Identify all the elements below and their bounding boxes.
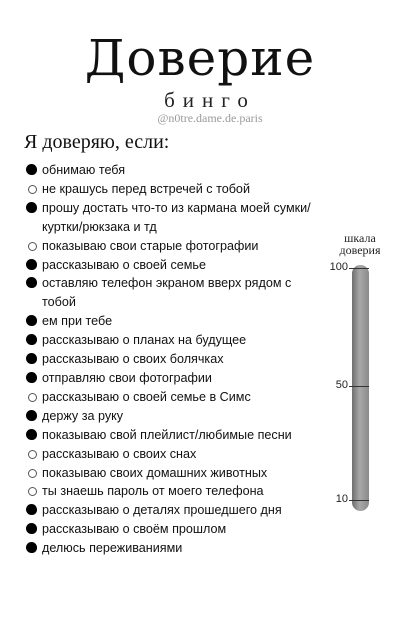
bingo-item[interactable] — [28, 520, 318, 539]
empty-circle-icon[interactable] — [28, 450, 37, 459]
bingo-item[interactable] — [28, 388, 318, 407]
bingo-item[interactable] — [28, 256, 318, 275]
bingo-item[interactable] — [28, 237, 318, 256]
bingo-item-text: показываю свой плейлист/любимые песни — [42, 427, 292, 442]
watermark: @n0tre.dame.de.paris — [157, 111, 263, 125]
bingo-item-text: обнимаю тебя — [42, 163, 126, 177]
bingo-item[interactable] — [28, 312, 318, 331]
trust-scale-bar — [352, 265, 369, 511]
bingo-item-text: рассказываю о своём прошлом — [42, 522, 227, 537]
bingo-item-text: рассказываю о своих снах — [42, 446, 197, 461]
bingo-item-text: рассказываю о своих болячках — [42, 352, 224, 367]
bingo-item-text: ты знаешь пароль от моего телефона — [42, 484, 264, 499]
empty-circle-icon[interactable] — [28, 242, 37, 251]
empty-circle-icon[interactable] — [28, 185, 37, 194]
bingo-subtitle: бинго — [164, 88, 256, 112]
bingo-item-text: оставляю телефон экраном вверх рядом с тобой — [42, 276, 292, 310]
bingo-item-text: рассказываю о своей семье в Симс — [42, 389, 251, 404]
bingo-item[interactable] — [28, 180, 318, 199]
scale-label-line1: шкала — [344, 231, 376, 245]
bingo-item[interactable] — [28, 501, 318, 520]
bingo-title: Доверие — [84, 29, 316, 87]
bingo-item-text: рассказываю о своей семье — [42, 257, 206, 272]
bingo-item[interactable] — [28, 350, 318, 369]
bingo-item[interactable] — [28, 161, 318, 180]
bingo-item-text: не крашусь перед встречей с тобой — [42, 181, 250, 196]
empty-circle-icon[interactable] — [28, 487, 37, 496]
bingo-item[interactable] — [28, 199, 318, 237]
scale-tick-10 — [349, 500, 369, 501]
bingo-item[interactable] — [28, 445, 318, 464]
scale-label-line2: доверия — [339, 243, 381, 257]
list-heading: Я доверяю, если: — [24, 131, 170, 153]
bingo-item[interactable] — [28, 407, 318, 426]
scale-tick-100 — [349, 268, 369, 269]
filled-dot-mark-icon — [26, 429, 37, 440]
filled-dot-mark-icon — [26, 353, 37, 364]
filled-dot-mark-icon — [26, 259, 37, 270]
bingo-item-text: держу за руку — [42, 408, 124, 423]
bingo-item[interactable] — [28, 464, 318, 483]
bingo-item-text: показываю свои старые фотографии — [42, 238, 259, 253]
bingo-item[interactable] — [28, 369, 318, 388]
scale-tick-label-50: 50 — [335, 379, 348, 391]
bingo-item-text: ем при тебе — [42, 314, 113, 329]
filled-dot-mark-icon — [26, 372, 37, 383]
bingo-item-text: отправляю свои фотографии — [42, 370, 212, 385]
scale-tick-50 — [349, 386, 369, 387]
bingo-item-text: показываю своих домашних животных — [42, 465, 268, 480]
filled-dot-mark-icon — [26, 202, 37, 213]
bingo-item-text: делюсь переживаниями — [42, 541, 183, 556]
bingo-item[interactable] — [28, 426, 318, 445]
scale-tick-label-10: 10 — [335, 493, 348, 505]
bingo-item[interactable] — [28, 331, 318, 350]
scale-label — [325, 232, 395, 256]
bingo-item-text: рассказываю о планах на будущее — [42, 333, 247, 348]
empty-circle-icon[interactable] — [28, 393, 37, 402]
bingo-item-text: рассказываю о деталях прошедшего дня — [42, 503, 282, 518]
bingo-item[interactable] — [28, 482, 318, 501]
filled-dot-mark-icon — [26, 410, 37, 421]
bingo-item[interactable] — [28, 274, 318, 312]
scale-tick-label-100: 100 — [329, 261, 348, 273]
bingo-item-text: прошу достать что-то из кармана моей сумки/куртки/рюкзака и тд — [42, 200, 311, 234]
filled-dot-mark-icon — [26, 164, 37, 175]
trust-items-list — [28, 161, 318, 558]
bingo-item[interactable] — [28, 539, 318, 558]
empty-circle-icon[interactable] — [28, 469, 37, 478]
